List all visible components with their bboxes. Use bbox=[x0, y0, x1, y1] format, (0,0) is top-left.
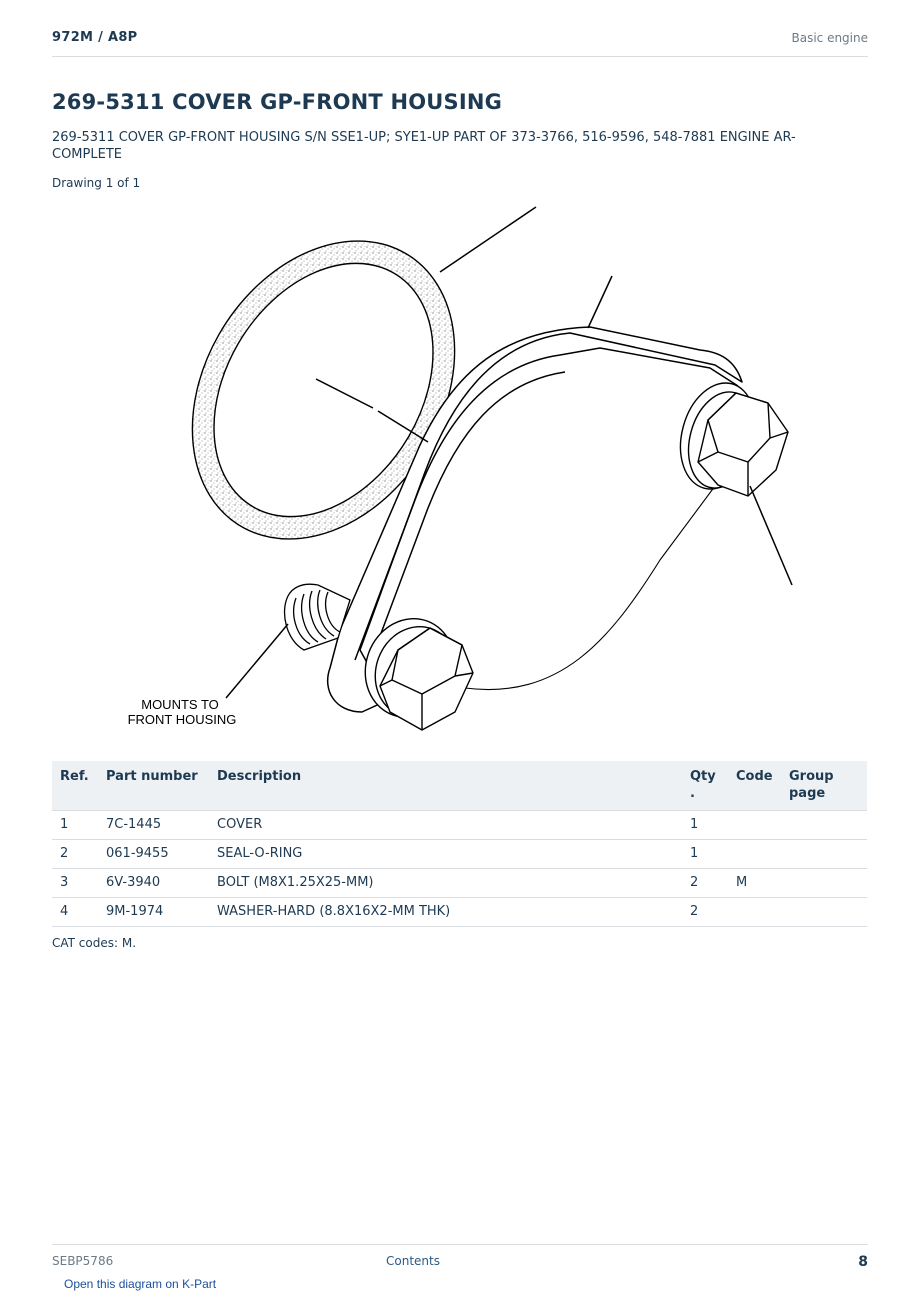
cell-description: WASHER-HARD (8.8X16X2-MM THK) bbox=[209, 898, 682, 927]
cell-part-number: 6V-3940 bbox=[98, 869, 209, 898]
cell-description: SEAL-O-RING bbox=[209, 840, 682, 869]
cell-code bbox=[728, 898, 781, 927]
table-header-row bbox=[52, 761, 867, 811]
cell-part-number: 9M-1974 bbox=[98, 898, 209, 927]
col-header-part-number: Part number bbox=[98, 761, 209, 811]
page-header bbox=[52, 28, 868, 57]
cell-qty: 2 bbox=[682, 898, 728, 927]
cell-group-page bbox=[781, 840, 867, 869]
cat-codes-note: CAT codes: M. bbox=[52, 936, 137, 950]
contents-link[interactable]: Contents bbox=[386, 1254, 440, 1268]
col-header-qty: Qty . bbox=[682, 761, 728, 811]
upper-bolt bbox=[669, 375, 788, 498]
cell-ref: 4 bbox=[52, 898, 98, 927]
parts-diagram bbox=[100, 195, 820, 745]
open-in-kpart-link[interactable]: Open this diagram on K-Part bbox=[64, 1277, 217, 1291]
cell-code bbox=[728, 840, 781, 869]
document-id: SEBP5786 bbox=[52, 1254, 114, 1268]
cell-code bbox=[728, 811, 781, 840]
cell-part-number: 7C-1445 bbox=[98, 811, 209, 840]
section-name: Basic engine bbox=[791, 31, 868, 45]
cell-qty: 2 bbox=[682, 869, 728, 898]
cell-qty: 1 bbox=[682, 811, 728, 840]
table-row bbox=[52, 898, 867, 927]
cell-ref: 3 bbox=[52, 869, 98, 898]
cell-group-page bbox=[781, 898, 867, 927]
col-header-group-page: Group page bbox=[781, 761, 867, 811]
cell-description: COVER bbox=[209, 811, 682, 840]
machine-model: 972M / A8P bbox=[52, 30, 138, 45]
page-footer bbox=[52, 1244, 868, 1275]
cell-ref: 2 bbox=[52, 840, 98, 869]
drawing-counter: Drawing 1 of 1 bbox=[52, 176, 141, 190]
cell-group-page bbox=[781, 811, 867, 840]
page-number: 8 bbox=[858, 1254, 868, 1270]
table-row bbox=[52, 811, 867, 840]
cell-part-number: 061-9455 bbox=[98, 840, 209, 869]
table-row bbox=[52, 840, 867, 869]
table-row bbox=[52, 869, 867, 898]
cell-ref: 1 bbox=[52, 811, 98, 840]
callout-label-line2: FRONT HOUSING bbox=[127, 712, 237, 727]
col-header-code: Code bbox=[728, 761, 781, 811]
cell-group-page bbox=[781, 869, 867, 898]
cell-code: M bbox=[728, 869, 781, 898]
page-title: 269-5311 COVER GP-FRONT HOUSING bbox=[52, 90, 503, 114]
callout-label-line1: MOUNTS TO bbox=[141, 697, 219, 712]
col-header-description: Description bbox=[209, 761, 682, 811]
part-group-description: 269-5311 COVER GP-FRONT HOUSING S/N SSE1-UP; SYE1-UP PART OF 373-3766, 516-9596, 548-7881 ENGINE AR-COMPLETE bbox=[52, 130, 796, 162]
cell-qty: 1 bbox=[682, 840, 728, 869]
parts-table bbox=[52, 761, 867, 927]
cell-description: BOLT (M8X1.25X25-MM) bbox=[209, 869, 682, 898]
col-header-ref: Ref. bbox=[52, 761, 98, 811]
